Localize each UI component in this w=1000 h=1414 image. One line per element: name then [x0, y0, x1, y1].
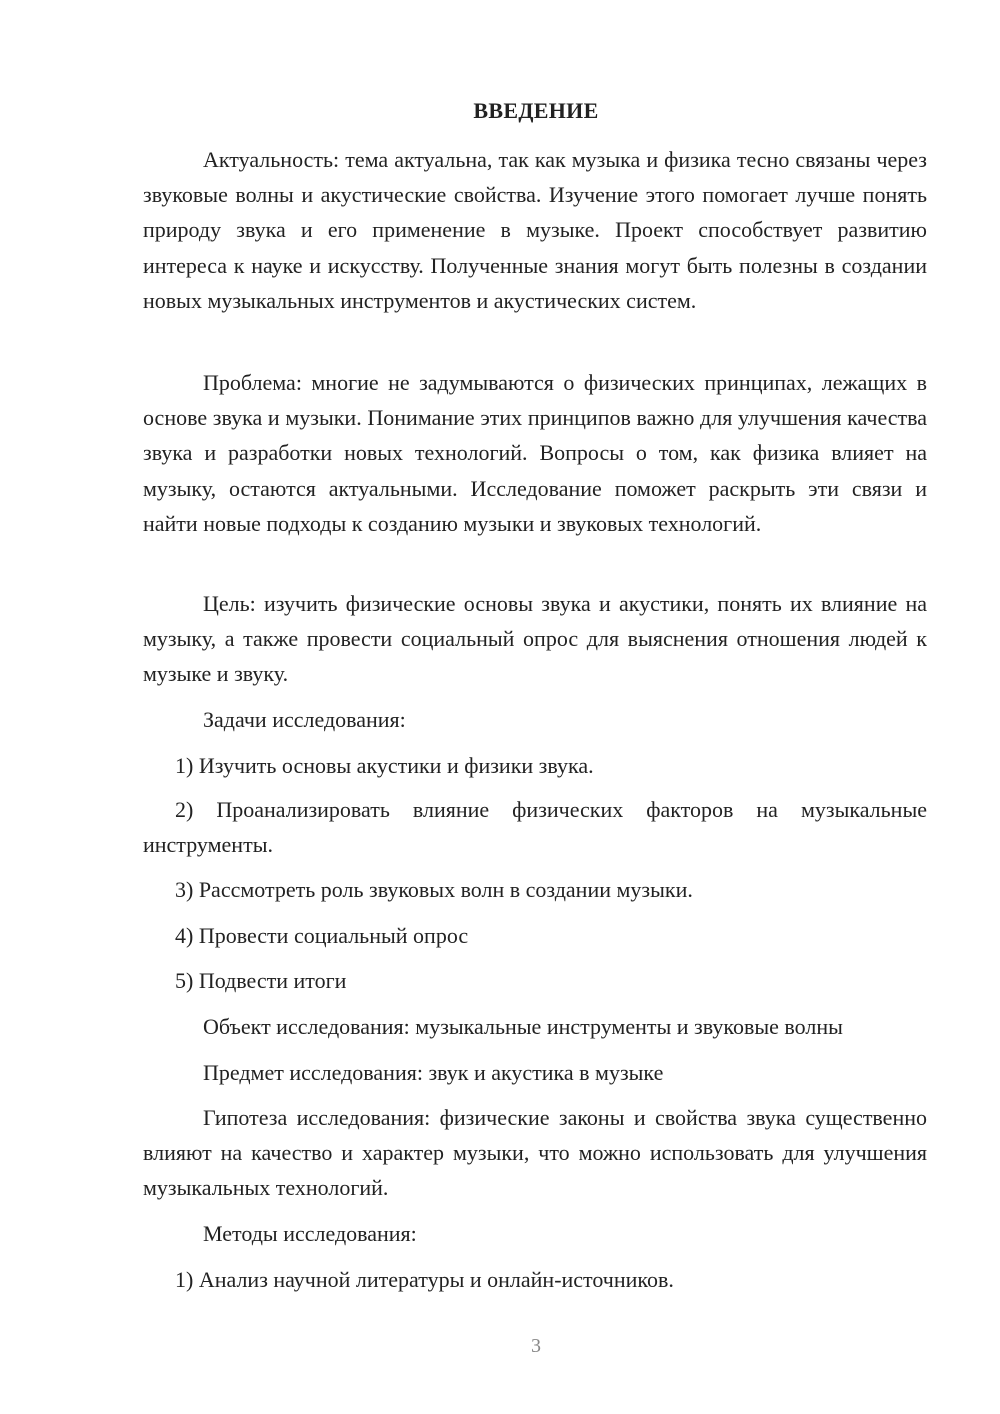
goal-paragraph: Цель: изучить физические основы звука и акустики, понять их влияние на музыку, а также провести социальный опрос для выяснения отношения людей к музыке и звуку. [143, 591, 927, 687]
task-item: 4) Провести социальный опрос [175, 923, 469, 948]
relevance-paragraph: Актуальность: тема актуальна, так как музыка и физика тесно связаны через звуковые волны и акустические свойства. Изучение этого помогает лучше понять природу звука и его применение в музыке. Проект способствует развитию интереса к науке и искусству. Полученные знания могут быть полезны в создании новых музыкальных инструментов и акустических систем. [143, 147, 927, 313]
task-item: 2) Проанализировать влияние физических факторов на музыкальные инструменты. [143, 797, 927, 858]
hypothesis-paragraph: Гипотеза исследования: физические законы и свойства звука существенно влияют на качество и характер музыки, что можно использовать для улучшения музыкальных технологий. [143, 1105, 927, 1201]
method-item: 1) Анализ научной литературы и онлайн-источников. [175, 1267, 674, 1292]
methods-heading: Методы исследования: [203, 1221, 417, 1246]
page-number: 3 [531, 1335, 541, 1357]
task-item: 1) Изучить основы акустики и физики звука. [175, 753, 594, 778]
task-item: 5) Подвести итоги [175, 968, 347, 993]
section-title: ВВЕДЕНИЕ [473, 98, 599, 123]
problem-paragraph: Проблема: многие не задумываются о физических принципах, лежащих в основе звука и музыки. Понимание этих принципов важно для улучшения качества звука и разработки новых технологий. Вопросы о том, как физика влияет на музыку, остаются актуальными. Исследование поможет раскрыть эти связи и найти новые подходы к созданию музыки и звуковых технологий. [143, 370, 927, 536]
object-paragraph: Объект исследования: музыкальные инструменты и звуковые волны [203, 1014, 843, 1039]
task-item: 3) Рассмотреть роль звуковых волн в создании музыки. [175, 877, 693, 902]
tasks-heading: Задачи исследования: [203, 707, 406, 732]
subject-paragraph: Предмет исследования: звук и акустика в музыке [203, 1060, 664, 1085]
